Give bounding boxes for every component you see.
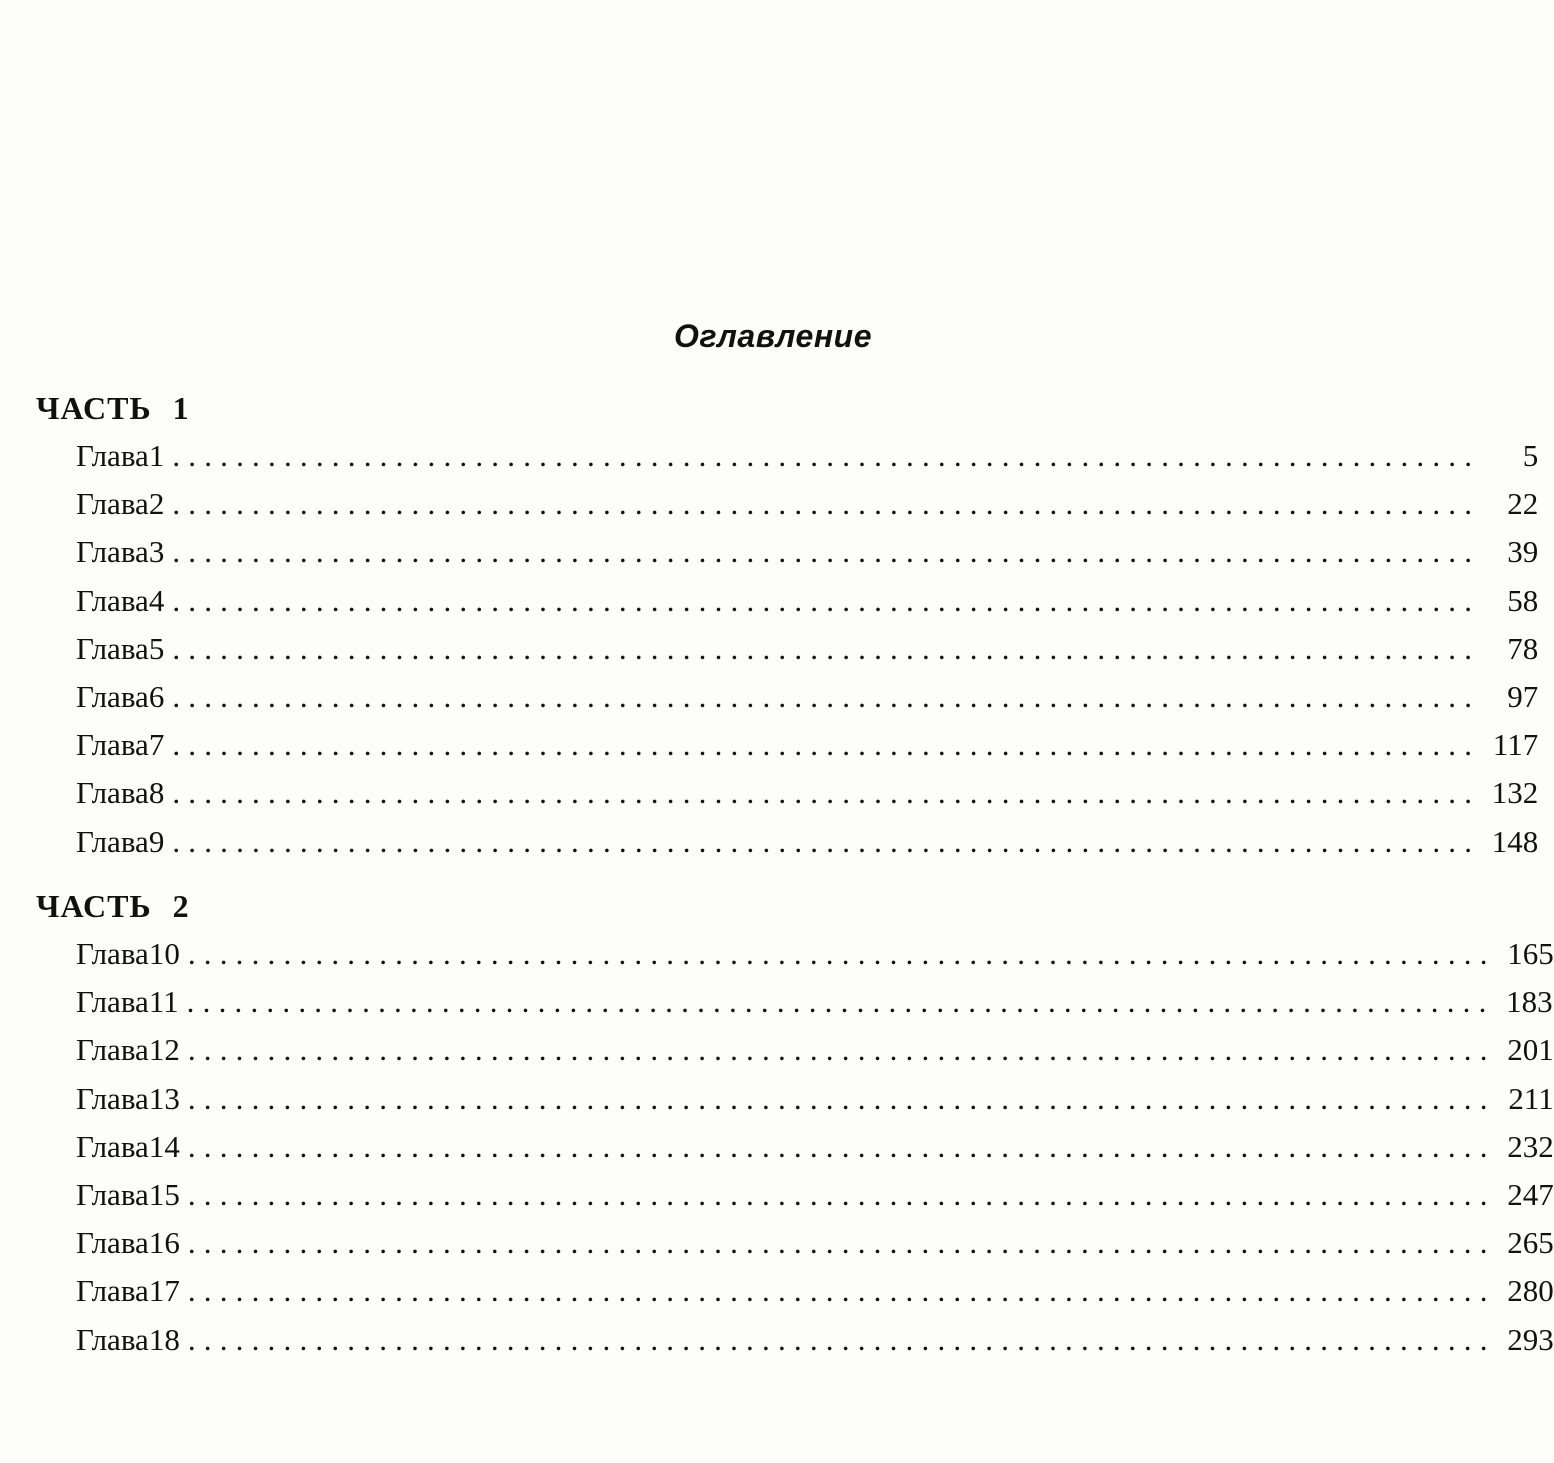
toc-entry[interactable] — [76, 1225, 1554, 1273]
chapter-number: 11 — [148, 984, 179, 1020]
part-heading: ЧАСТЬ 2 — [36, 888, 190, 924]
toc-entry[interactable] — [76, 1176, 1554, 1225]
dot-leader: .................................................................................. — [172, 438, 1481, 473]
page-number: 247 — [1507, 1176, 1554, 1212]
chapter-number: 14 — [148, 1128, 180, 1164]
toc-entry[interactable] — [76, 534, 1539, 582]
chapter-word: Глава — [76, 534, 149, 570]
toc-entry[interactable] — [76, 438, 1539, 486]
chapter-word: Глава — [76, 1032, 149, 1068]
toc-entry[interactable] — [76, 678, 1539, 727]
chapter-number: 12 — [148, 1032, 180, 1068]
dot-leader: .................................................................................. — [172, 582, 1481, 618]
chapter-number: 7 — [148, 727, 165, 763]
dot-leader: .................................................................................. — [172, 486, 1481, 522]
dot-leader: .................................................................................. — [187, 936, 1496, 971]
chapter-word: Глава — [76, 1128, 149, 1164]
chapter-word: Глава — [76, 984, 149, 1020]
dot-leader: .................................................................................. — [187, 1176, 1496, 1212]
dot-leader: .................................................................................. — [172, 678, 1481, 714]
chapter-number: 16 — [148, 1225, 180, 1261]
dot-leader: .................................................................................. — [187, 1128, 1496, 1164]
chapter-number: 8 — [148, 775, 165, 811]
toc-entry[interactable] — [76, 1273, 1554, 1321]
dot-leader: .................................................................................. — [172, 727, 1481, 763]
chapter-word: Глава — [76, 630, 149, 666]
toc-entry[interactable] — [76, 582, 1539, 631]
page-number: 165 — [1507, 936, 1554, 971]
page-number: 78 — [1507, 630, 1539, 666]
chapter-word: Глава — [76, 1080, 149, 1116]
toc-entry[interactable] — [76, 630, 1539, 679]
page-number: 201 — [1507, 1032, 1554, 1068]
chapter-word: Глава — [76, 823, 149, 859]
chapter-number: 6 — [148, 678, 165, 714]
chapter-number: 1 — [148, 438, 165, 473]
chapter-number: 13 — [148, 1080, 180, 1116]
dot-leader: .................................................................................. — [172, 775, 1481, 811]
chapter-list — [76, 936, 1554, 1370]
chapter-word: Глава — [76, 727, 149, 763]
page-number: 148 — [1491, 823, 1539, 859]
toc-entry[interactable] — [76, 775, 1539, 823]
page-number: 97 — [1507, 678, 1539, 714]
chapter-word: Глава — [76, 678, 149, 714]
dot-leader: .................................................................................. — [187, 1273, 1496, 1309]
toc-entry[interactable] — [76, 727, 1539, 775]
dot-leader: .................................................................................. — [187, 1032, 1496, 1068]
toc-entry[interactable] — [76, 1032, 1554, 1080]
page-number: 132 — [1491, 775, 1539, 811]
chapter-word: Глава — [76, 582, 149, 618]
toc-entry[interactable] — [76, 936, 1554, 984]
chapter-list — [76, 438, 1539, 872]
toc-entry[interactable] — [76, 823, 1539, 872]
chapter-number: 18 — [148, 1321, 180, 1357]
dot-leader: .................................................................................. — [187, 1225, 1496, 1261]
dot-leader: .................................................................................. — [186, 984, 1495, 1020]
chapter-word: Глава — [76, 1225, 149, 1261]
toc-entry[interactable] — [76, 1080, 1554, 1129]
chapter-word: Глава — [76, 1176, 149, 1212]
chapter-word: Глава — [76, 936, 149, 971]
toc-entry[interactable] — [76, 486, 1539, 534]
part-heading: ЧАСТЬ 1 — [36, 390, 190, 426]
page-number: 117 — [1492, 727, 1539, 763]
dot-leader: .................................................................................. — [187, 1321, 1496, 1357]
chapter-word: Глава — [76, 486, 149, 522]
dot-leader: .................................................................................. — [172, 630, 1481, 666]
page-number: 232 — [1507, 1128, 1554, 1164]
chapter-word: Глава — [76, 775, 149, 811]
chapter-word: Глава — [76, 1321, 149, 1357]
chapter-number: 17 — [148, 1273, 180, 1309]
page-number: 265 — [1507, 1225, 1554, 1261]
toc-entry[interactable] — [76, 1321, 1554, 1370]
dot-leader: .................................................................................. — [172, 823, 1481, 859]
chapter-number: 9 — [148, 823, 165, 859]
page-number: 22 — [1507, 486, 1539, 522]
chapter-number: 4 — [148, 582, 165, 618]
chapter-word: Глава — [76, 1273, 149, 1309]
page-number: 293 — [1507, 1321, 1554, 1357]
chapter-number: 3 — [148, 534, 165, 570]
chapter-number: 10 — [148, 936, 180, 971]
toc-entry[interactable] — [76, 984, 1553, 1032]
chapter-number: 2 — [148, 486, 165, 522]
chapter-word: Глава — [76, 438, 149, 473]
dot-leader: .................................................................................. — [187, 1080, 1496, 1116]
chapter-number: 5 — [148, 630, 165, 666]
chapter-number: 15 — [148, 1176, 180, 1212]
page-number: 280 — [1507, 1273, 1554, 1309]
dot-leader: .................................................................................. — [172, 534, 1481, 570]
page-number: 5 — [1522, 438, 1539, 473]
page-number: 58 — [1507, 582, 1539, 618]
page-number: 183 — [1506, 984, 1553, 1020]
page-number: 39 — [1507, 534, 1539, 570]
page-number: 211 — [1508, 1080, 1554, 1116]
toc-entry[interactable] — [76, 1128, 1554, 1177]
page-title: Оглавление — [674, 318, 872, 354]
